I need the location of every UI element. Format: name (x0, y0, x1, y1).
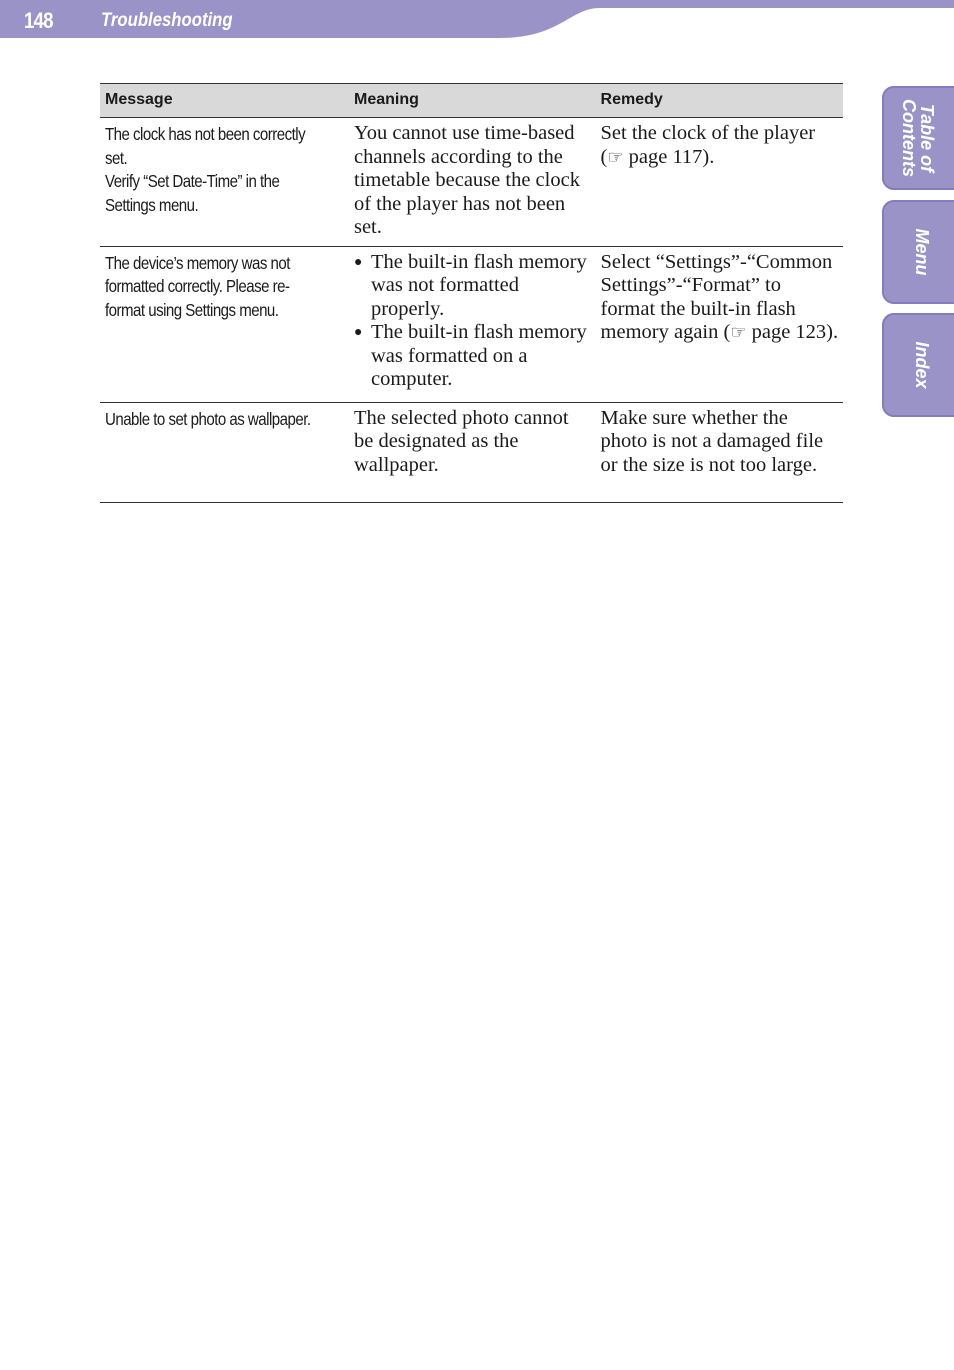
tab-label-table-of-contents: Table of Contents (899, 99, 937, 177)
remedy-cell (596, 246, 843, 402)
page-number: 148 (24, 8, 53, 33)
remedy-text: Set the clock of the player ( (600, 122, 816, 168)
remedy-cell: Make sure whether the photo is not a damaged file or the size is not too large. (600, 406, 824, 476)
message-line: Unable to set photo as wallpaper. (105, 408, 311, 429)
message-line: The device’s memory was not (105, 252, 290, 273)
remedy-cell (596, 118, 843, 247)
meaning-cell: The selected photo cannot be designated as the wallpaper. (353, 406, 569, 476)
message-line: set. (105, 147, 128, 168)
list-item: ● The built-in flash memory was formatted on a computer. (354, 321, 592, 392)
message-line: formatted correctly. Please re- (105, 276, 290, 296)
message-line: Verify “Set Date-Time” in the (105, 171, 280, 191)
page-header (0, 0, 954, 40)
meaning-bullet-list (354, 251, 592, 392)
tab-label-menu: Menu (912, 228, 932, 276)
tab-index[interactable] (882, 313, 954, 417)
message-line: Settings menu. (105, 194, 199, 215)
list-item: ● The built-in flash memory was not formatted properly. (354, 251, 592, 322)
message-line: format using Settings menu. (105, 299, 279, 320)
meaning-cell: You cannot use time-based channels according to the timetable because the clock of the player has not been set. (353, 122, 580, 238)
pointing-hand-icon: ☞ (607, 146, 624, 168)
meaning-cell (349, 246, 596, 402)
tab-label-index: Index (912, 341, 932, 389)
troubleshooting-table (100, 83, 843, 503)
message-cell (100, 246, 349, 402)
header-meaning: Meaning (353, 91, 419, 108)
tab-menu[interactable] (882, 200, 954, 304)
table-row (100, 402, 843, 502)
table-row (100, 118, 843, 247)
tab-table-of-contents[interactable] (882, 86, 954, 190)
pointing-hand-icon: ☞ (730, 322, 747, 343)
table-row (100, 246, 843, 402)
header-remedy: Remedy (600, 91, 663, 108)
message-cell (100, 118, 349, 247)
message-line: The clock has not been correctly (105, 124, 306, 144)
section-title: Troubleshooting (101, 10, 233, 31)
page-reference-link[interactable]: page 117). (623, 145, 715, 168)
page-reference-link[interactable]: page 123). (746, 321, 839, 343)
message-cell (100, 402, 349, 502)
header-message: Message (105, 91, 173, 108)
remedy-text: Select “Settings”-“Common Settings”-“Format” to format the built-in flash memory again ( (600, 250, 833, 343)
table-header-row (100, 84, 843, 118)
